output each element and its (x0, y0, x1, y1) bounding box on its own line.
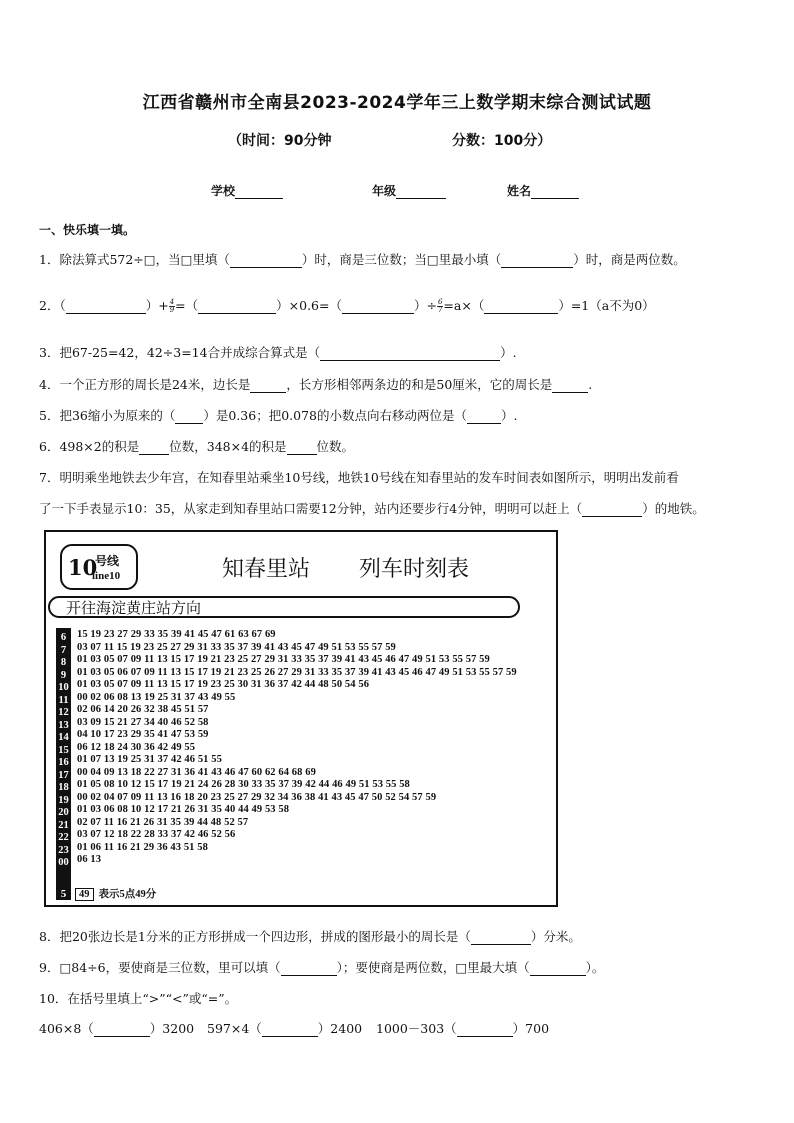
q10-item-2-blank[interactable] (262, 1024, 318, 1037)
question-1 (39, 250, 686, 268)
q10-item-1-left: 406×8（ (39, 1021, 94, 1036)
timetable-row (56, 654, 556, 667)
timetable-minutes: 01 05 08 10 12 15 17 19 21 24 26 28 30 33 35 37 39 42 44 46 49 51 53 55 58 (77, 779, 410, 790)
question-2 (39, 296, 655, 314)
timetable-row (56, 829, 556, 842)
exam-time: （时间：90分钟 (228, 133, 332, 149)
timetable-minutes: 01 07 13 19 25 31 37 42 46 51 55 (77, 754, 222, 765)
timetable-minutes: 00 04 09 13 18 22 27 31 36 41 43 46 47 60 62 64 68 69 (77, 766, 316, 778)
timetable-minutes: 03 07 12 18 22 28 33 37 42 46 52 56 (77, 829, 236, 840)
q10-item-2 (207, 1019, 362, 1037)
q3-blank[interactable] (320, 348, 500, 361)
q2-blank-4[interactable] (484, 301, 558, 314)
timetable-minutes: 06 13 (77, 854, 102, 865)
q7-blank[interactable] (582, 504, 642, 517)
q4-text-a: 4．一个正方形的周长是24米，边长是 (39, 377, 251, 392)
q10-item-1-blank[interactable] (94, 1024, 150, 1037)
timetable-hour: 22 (58, 832, 69, 843)
name-label: 姓名 (507, 184, 532, 198)
q4-blank-2[interactable] (552, 380, 588, 393)
q4-text-b: ，长方形相邻两条边的和是50厘米，它的周长是 (286, 377, 553, 392)
timetable-row (56, 729, 556, 742)
q5-blank-1[interactable] (175, 411, 203, 424)
q2-blank-2[interactable] (198, 301, 276, 314)
name-field[interactable] (507, 182, 579, 199)
q9-text-a: 9．□84÷6，要使商是三位数，里可以填（ (39, 960, 281, 975)
legend-minute: 49 (75, 888, 94, 901)
q5-text-c: ）. (500, 408, 518, 423)
timetable-minutes: 02 06 14 20 26 32 38 45 51 57 (77, 704, 209, 715)
school-field[interactable] (211, 182, 283, 199)
timetable-row (56, 779, 556, 792)
q10-item-3-blank[interactable] (457, 1024, 513, 1037)
timetable-row (56, 742, 556, 755)
q1-blank-1[interactable] (230, 255, 302, 268)
question-6 (39, 437, 354, 455)
timetable-minutes: 01 03 05 07 09 11 13 15 17 19 23 25 30 31 36 37 42 44 48 50 54 56 (77, 679, 370, 690)
timetable-minutes: 06 12 18 24 30 36 42 49 55 (77, 741, 196, 753)
q5-text-b: ）是0.36；把0.078的小数点向右移动两位是（ (203, 408, 467, 423)
q8-text-a: 8．把20张边长是1分米的正方形拼成一个四边形，拼成的图形最小的周长是（ (39, 929, 471, 944)
timetable-hour: 14 (58, 732, 69, 743)
timetable-hour: 9 (60, 669, 67, 681)
timetable-row (56, 717, 556, 730)
q2-text-g: ）=1（a不为0） (558, 298, 655, 313)
timetable-hour: 19 (58, 794, 69, 806)
grade-field[interactable] (372, 182, 446, 199)
q3-text-b: ）. (500, 345, 517, 360)
timetable-row (56, 679, 556, 692)
page-title: 江西省赣州市全南县2023-2024学年三上数学期末综合测试试题 (142, 93, 652, 113)
school-label: 学校 (211, 184, 236, 198)
timetable-row (56, 754, 556, 767)
timetable-row (56, 692, 556, 705)
question-4 (39, 375, 592, 393)
q10-item-3-right: ）700 (512, 1021, 550, 1036)
timetable-legend (56, 882, 156, 898)
timetable-hour: 21 (58, 819, 69, 831)
station-name: 知春里站 (222, 557, 311, 582)
timetable-minutes: 15 19 23 27 29 33 35 39 41 45 47 61 63 67 69 (77, 629, 276, 640)
question-7-line-2 (39, 499, 705, 517)
timetable-minutes: 03 07 11 15 19 23 25 27 29 31 33 35 37 39 41 43 45 47 49 51 53 55 57 59 (77, 641, 396, 653)
q6-blank-2[interactable] (287, 442, 317, 455)
timetable-hour: 23 (58, 844, 69, 856)
question-7-line-1: 7．明明乘坐地铁去少年宫，在知春里站乘坐10号线，地铁10号线在知春里站的发车时间表如图所示，明明出发前看 (39, 470, 679, 485)
timetable-row (56, 667, 556, 680)
q10-item-3 (376, 1019, 549, 1037)
q4-blank-1[interactable] (250, 380, 286, 393)
timetable-figure (44, 530, 558, 907)
timetable-hour: 7 (60, 644, 67, 656)
timetable-minutes: 01 06 11 16 21 29 36 43 51 58 (77, 841, 208, 853)
timetable-hour: 18 (58, 782, 69, 793)
timetable-minutes: 00 02 04 07 09 11 13 16 18 20 23 25 27 29 32 34 36 38 41 43 45 47 50 52 54 57 59 (77, 791, 437, 803)
timetable-title: 列车时刻表 (359, 557, 470, 582)
school-blank[interactable] (235, 186, 283, 199)
question-8 (39, 927, 581, 945)
timetable-hour: 12 (58, 707, 69, 718)
timetable-row (56, 629, 556, 642)
timetable-row (56, 804, 556, 817)
timetable-minutes: 00 02 06 08 13 19 25 31 37 43 49 55 (77, 691, 236, 703)
q2-text-a: 2．（ (39, 298, 66, 313)
timetable-hour: 20 (58, 807, 69, 818)
timetable-minutes: 01 03 05 07 09 11 13 15 17 19 21 23 25 27 29 31 33 35 37 39 41 43 45 46 47 49 51 53 55 57 59 (77, 654, 490, 665)
q6-text-c: 位数。 (316, 439, 355, 454)
q2-text-c: =（ (175, 298, 199, 313)
timetable-row (56, 842, 556, 855)
legend-hour: 5 (60, 888, 67, 900)
q2-text-f: =a×（ (443, 298, 485, 313)
q2-fraction-2-den: 7 (437, 306, 443, 314)
q9-text-b: ）；要使商是两位数，□里最大填（ (336, 960, 530, 975)
q10-item-2-right: ）2400 (317, 1021, 363, 1036)
timetable-row (56, 704, 556, 717)
q8-blank[interactable] (471, 932, 531, 945)
timetable-hour: 6 (60, 632, 67, 643)
q2-blank-1[interactable] (66, 301, 146, 314)
exam-score: 分数：100分） (452, 133, 552, 149)
q7-text-a: 了一下手表显示10：35，从家走到知春里站口需要12分钟，站内还要步行4分钟，明明可以赶上（ (39, 501, 583, 516)
line-cn: 号线 (95, 554, 120, 568)
q10-item-1-right: ）3200 (149, 1021, 195, 1036)
q2-fraction-2-num: 6 (437, 298, 443, 306)
q2-text-b: ）+ (145, 298, 169, 313)
timetable-hour: 10 (58, 682, 69, 693)
q10-item-2-left: 597×4（ (207, 1021, 262, 1036)
q2-text-d: ）×0.6=（ (276, 298, 342, 313)
legend-text: 表示5点49分 (98, 889, 157, 900)
q1-text-a: 1．除法算式572÷□，当□里填（ (39, 252, 230, 267)
timetable-hour: 11 (58, 694, 69, 706)
timetable-minutes: 01 03 05 06 07 09 11 13 15 17 19 21 23 25 26 27 29 31 33 35 37 39 41 43 45 46 47 49 51 53 55 57 59 (77, 666, 517, 678)
timetable-hour: 17 (58, 769, 69, 781)
grade-label: 年级 (372, 184, 397, 198)
q3-text-a: 3．把67-25=42，42÷3=14合并成综合算式是（ (39, 345, 321, 360)
question-5 (39, 406, 517, 424)
q7-text-b: ）的地铁。 (642, 501, 705, 516)
timetable-minutes: 02 07 11 16 21 26 31 35 39 44 48 52 57 (77, 816, 249, 828)
timetable-row (56, 792, 556, 805)
grade-blank[interactable] (396, 186, 446, 199)
question-3 (39, 343, 517, 361)
line-en: line10 (92, 570, 121, 582)
q9-text-c: ）。 (585, 960, 605, 975)
q1-blank-2[interactable] (501, 255, 573, 268)
timetable-row (56, 642, 556, 655)
timetable-hour: 16 (58, 757, 69, 768)
q10-item-1 (39, 1019, 194, 1037)
timetable-hour: 15 (58, 744, 69, 756)
q2-fraction-1-den: 9 (169, 306, 175, 314)
q2-text-e: ）÷ (413, 298, 437, 313)
timetable-row (56, 854, 556, 867)
timetable-rows (56, 629, 556, 867)
section-heading: 一、快乐填一填。 (39, 223, 136, 237)
timetable-minutes: 04 10 17 23 29 35 41 47 53 59 (77, 729, 209, 740)
q9-blank-1[interactable] (281, 963, 337, 976)
question-10: 10．在括号里填上“>”“<”或“=”。 (39, 991, 238, 1006)
timetable-row (56, 817, 556, 830)
q5-blank-2[interactable] (467, 411, 501, 424)
q6-text-b: 位数，348×4的积是 (169, 439, 287, 454)
timetable-row (56, 767, 556, 780)
q10-item-3-left: 1000－303（ (376, 1021, 457, 1036)
direction-banner (48, 596, 520, 618)
q8-text-b: ）分米。 (530, 929, 581, 944)
direction-text: 开往海淀黄庄站方向 (66, 599, 202, 617)
line-number: 10 (68, 555, 98, 580)
q6-blank-1[interactable] (139, 442, 169, 455)
timetable-hour: 13 (58, 719, 69, 731)
timetable-minutes: 01 03 06 08 10 12 17 21 26 31 35 40 44 49 53 58 (77, 804, 290, 815)
q4-text-c: . (588, 377, 593, 392)
q2-fraction-1-num: 4 (169, 298, 175, 306)
timetable-minutes: 03 09 15 21 27 34 40 46 52 58 (77, 716, 209, 728)
q6-text-a: 6．498×2的积是 (39, 439, 140, 454)
q1-text-c: ）时，商是两位数。 (573, 252, 686, 267)
q9-blank-2[interactable] (530, 963, 586, 976)
q2-blank-3[interactable] (342, 301, 414, 314)
timetable-hour: 8 (60, 657, 67, 668)
q1-text-b: ）时，商是三位数；当□里最小填（ (301, 252, 502, 267)
question-9 (39, 958, 604, 976)
q5-text-a: 5．把36缩小为原来的（ (39, 408, 176, 423)
name-blank[interactable] (531, 186, 579, 199)
timetable-hour: 00 (58, 857, 69, 868)
line-badge (60, 544, 138, 590)
